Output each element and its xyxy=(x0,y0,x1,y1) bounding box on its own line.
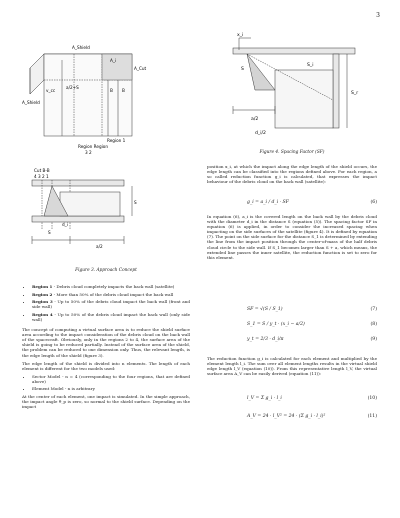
right-column-mid xyxy=(207,214,377,263)
label-d-half: d_i/2 xyxy=(255,131,266,136)
label-a2: a/2 xyxy=(96,244,103,249)
label-region-23: 3 2 xyxy=(85,150,92,155)
equation-7-number: (7) xyxy=(370,307,377,312)
label-region-numbers: 4 3 2 1 xyxy=(34,174,49,179)
label-region-1: Region 1 xyxy=(107,138,126,143)
equation-8-number: (8) xyxy=(370,322,377,327)
label-d-i: d_i xyxy=(62,222,68,227)
paragraph-position: position x_i, at which the impact along the edge length of the shield occurs, the edge length can be classified into the regions defined above. For each region, a so called reduction function g_i is calculated, that expresses the impact behaviour of the debris cloud on the back wall (satellite): xyxy=(207,164,377,185)
label-b1: B xyxy=(110,88,113,93)
equation-6-body: g_i = a_i / d_i · SF xyxy=(247,200,289,205)
paragraph-virtual-surface: The concept of computing a virtual surface area is to reduce the shield surface area according to the impact consideration of the debris cloud on the back wall of the spacecraft. Obviously, only in the regions 2 to 4, the surface area of the shield is going to be reduced partially. Instead of the surface area of the shield, the problem can be reduced to one dimension only. Thus, the relevant length, is the edge length of the shield (figure 3). xyxy=(22,327,190,358)
paragraph-reduction-function: The reduction function g_i is calculated for each element and multiplied by the element length l_i. The sum over all element lengths results in the virtual shield edge length l_V (equation (10)). From this representative length l_V, the virtual surface area A_V can be easily derived (equation (11)): xyxy=(207,356,377,377)
label-cut: Cut B-B xyxy=(34,168,50,173)
label-s-i: S_i xyxy=(307,63,314,68)
label-s: S xyxy=(241,67,244,72)
figure-3-approach-concept xyxy=(22,30,192,265)
label-a-i: A_i xyxy=(110,58,117,63)
label-b2: B xyxy=(122,88,125,93)
label-s-right: S xyxy=(134,200,137,205)
equation-10-number: (10) xyxy=(367,396,377,401)
left-column xyxy=(22,284,190,412)
region-item: • Region 2 - More than 50% of the debris cloud impact the back wall xyxy=(32,292,190,297)
model-item: • Element Model - n is arbitrary xyxy=(32,386,190,391)
paragraph-edge-length: The edge length of the shield is divided into n elements. The length of each element is different for the two models used: xyxy=(22,360,190,371)
equation-10-body: l_V = Σ g_i · l_i xyxy=(247,396,282,401)
label-s-r: S_r xyxy=(351,91,359,96)
shield-perspective-diagram xyxy=(30,54,132,136)
region-item: • Region 4 - Up to 50% of the debris cloud impact the back wall (only side wall) xyxy=(32,312,190,322)
figure-4-spacing-factor xyxy=(215,30,375,140)
label-s-left: S xyxy=(48,230,51,235)
label-x-i: x_i xyxy=(237,33,244,38)
cut-b-b-diagram xyxy=(32,180,132,244)
label-v-cc: v_cc xyxy=(46,88,56,93)
right-column-top xyxy=(207,164,377,187)
label-a-shield-top: A_Shield xyxy=(72,45,90,50)
equation-11-number: (11) xyxy=(367,414,377,419)
equation-8-body: S_1 = S / y_t · (x_i − a/2) xyxy=(247,322,305,327)
figure-3-caption: Figure 3. Approach Concept xyxy=(75,268,137,273)
equation-9-number: (9) xyxy=(370,337,377,342)
equation-9-body: y_t = 2/3 · d_i/π xyxy=(247,337,284,342)
label-a2s: a/2+S xyxy=(66,85,79,90)
equation-6-number: (6) xyxy=(370,200,377,205)
label-a-shield-left: A_Shield xyxy=(22,100,40,105)
region-item: • Region 3 - Up to 50% of the debris cloud impact the back wall (front and side wall) xyxy=(32,299,190,309)
paragraph-covered-length: In equation (6), a_i is the covered length on the back wall by the debris cloud with the diameter d_i in the distance S (equation (5)). The spacing factor SF in equation (6) is applied, in order to consider the increased spacing when impacting on the side surfaces of the satellite (figure 4). It is defined by equation (7). The point on the side surface for the distance S_1 is determined by extending the line from the impact position through the center-of-mass of the half debris cloud circle to the side wall. If S_1 becomes larger than S + a, which means, the extended line passes the inner satellite, the reduction function is set to zero for this element. xyxy=(207,214,377,260)
region-item: • Region 1 - Debris cloud completely impacts the back wall (satellite) xyxy=(32,284,190,289)
figure-4-caption: Figure 4. Spacing Factor (SF) xyxy=(259,150,325,155)
equation-11-body: A_V = 24 · l_V² = 24 · (Σ g_i · l_i)² xyxy=(247,414,326,419)
right-column-bottom xyxy=(207,356,377,379)
model-item: • Sector Model - n = 4 (corresponding to the four regions, that are defined above) xyxy=(32,374,190,384)
model-list xyxy=(22,374,190,391)
label-a-cut: A_Cut xyxy=(134,66,147,71)
paragraph-impact-center: At the center of each element, one impact is simulated. In the simple approach, the impact angle θ_p is zero, so normal to the shield surface. Depending on the impact xyxy=(22,394,190,410)
equation-7-body: SF = √(S / S_1) xyxy=(247,307,283,312)
region-list xyxy=(22,284,190,322)
label-a-half: a/2 xyxy=(251,117,259,122)
label-region-2: Region Region xyxy=(78,144,109,149)
page-number: 3 xyxy=(376,12,380,19)
